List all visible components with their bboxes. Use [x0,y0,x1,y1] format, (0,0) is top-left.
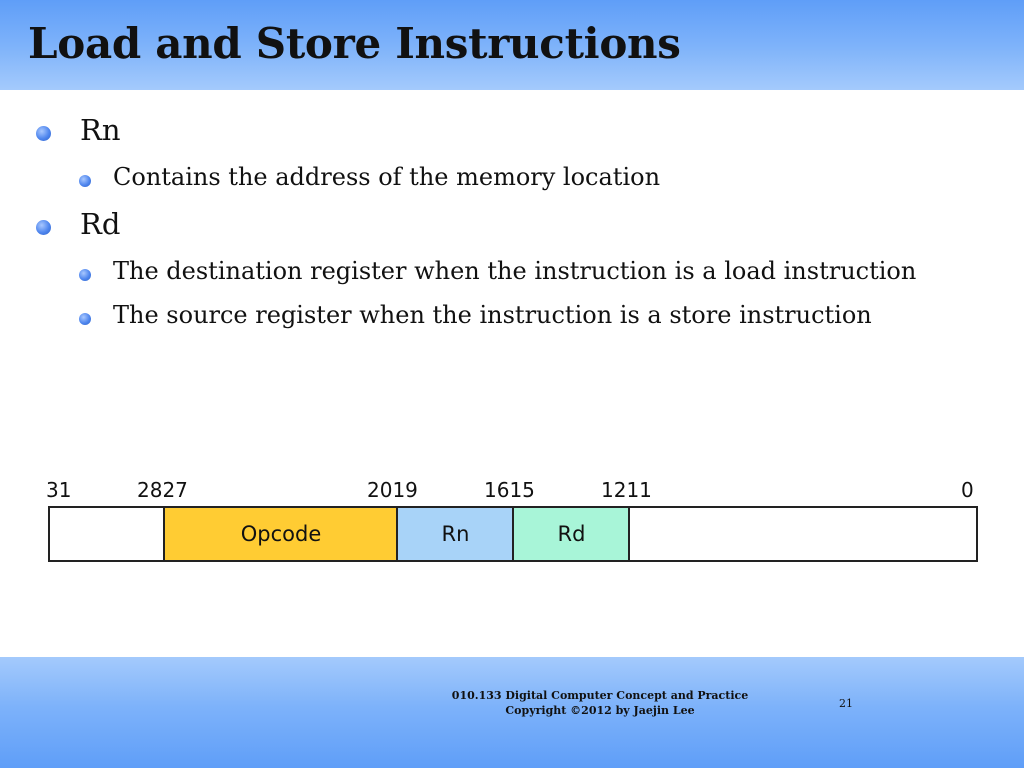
bullet-icon [36,126,51,141]
bullet-rn: Rn [80,113,121,147]
footer-course: 010.133 Digital Computer Concept and Practice [451,689,749,702]
bit-label-12-11: 1211 [601,478,652,502]
footer-copyright: Copyright ©2012 by Jaejin Lee [505,704,695,717]
bullet-rd: Rd [80,207,121,241]
slide-footer [0,657,1024,768]
field-rn: Rn [396,506,515,562]
slide-header [0,0,1024,90]
sub-bullet-rn-address: Contains the address of the memory location [113,163,661,191]
sub-bullet-icon [79,175,91,187]
slide-title: Load and Store Instructions [28,19,681,68]
field-offset [628,506,978,562]
sub-bullet-rd-store: The source register when the instruction is a store instruction [113,301,872,329]
page-number: 21 [839,697,853,710]
bit-label-0: 0 [961,478,974,502]
field-rd: Rd [512,506,631,562]
field-cond [48,506,166,562]
sub-bullet-rd-load: The destination register when the instruction is a load instruction [113,257,917,285]
footer-credits [430,688,770,718]
bullet-icon [36,220,51,235]
bit-label-31: 31 [46,478,72,502]
instruction-format-diagram [44,476,984,572]
field-opcode: Opcode [163,506,399,562]
bit-label-16-15: 1615 [484,478,535,502]
bit-label-20-19: 2019 [367,478,418,502]
sub-bullet-icon [79,269,91,281]
bit-label-28-27: 2827 [137,478,188,502]
sub-bullet-icon [79,313,91,325]
